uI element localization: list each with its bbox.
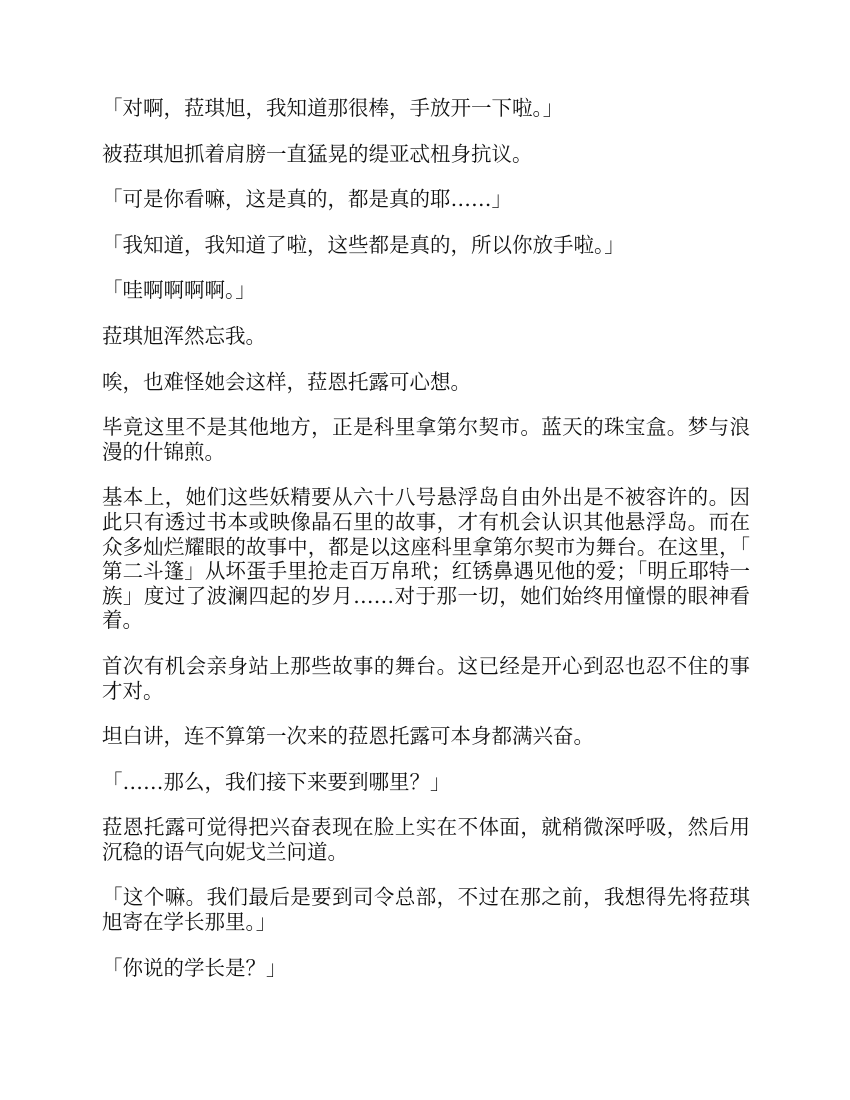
paragraph: 首次有机会亲身站上那些故事的舞台。这已经是开心到忍也忍不住的事才对。 bbox=[102, 653, 750, 703]
paragraph: 「……那么，我们接下来要到哪里？」 bbox=[102, 769, 451, 794]
paragraph: 菈琪旭浑然忘我。 bbox=[102, 323, 266, 348]
paragraph: 菈恩托露可觉得把兴奋表现在脸上实在不体面，就稍微深呼吸，然后用沉稳的语气向妮戈兰问道。 bbox=[102, 815, 750, 864]
paragraph: 「可是你看嘛，这是真的，都是真的耶……」 bbox=[102, 187, 512, 212]
paragraph: 「我知道，我知道了啦，这些都是真的，所以你放手啦。」 bbox=[102, 232, 625, 257]
paragraph: 被菈琪旭抓着肩膀一直猛晃的缇亚忒杻身抗议。 bbox=[102, 141, 533, 166]
paragraph: 「这个嘛。我们最后是要到司令总部，不过在那之前，我想得先将菈琪旭寄在学长那里。」 bbox=[102, 885, 750, 935]
paragraph: 「你说的学长是？」 bbox=[102, 955, 287, 980]
paragraph: 「哇啊啊啊啊。」 bbox=[102, 278, 256, 303]
paragraph: 毕竟这里不是其他地方，正是科里拿第尔契市。蓝天的珠宝盒。梦与浪漫的什锦煎。 bbox=[102, 415, 750, 464]
paragraph: 「对啊，菈琪旭，我知道那很棒，手放开一下啦。」 bbox=[102, 96, 564, 120]
paragraph: 坦白讲，连不算第一次来的菈恩托露可本身都满兴奋。 bbox=[102, 724, 594, 749]
body-text bbox=[102, 96, 750, 1001]
paragraph: 基本上，她们这些妖精要从六十八号悬浮岛自由外出是不被容许的。因此只有透过书本或映像晶石里的故事，才有机会认识其他悬浮岛。而在众多灿烂耀眼的故事中，都是以这座科里拿第尔契市为舞台。在这里，「第二斗篷」从坏蛋手里抢走百万帛玳；红锈鼻遇见他的爱；「明丘耶特一族」度过了波澜四起的岁月……对于那一切，她们始终用憧憬的眼神看着。 bbox=[102, 485, 750, 633]
paragraph: 唉，也难怪她会这样，菈恩托露可心想。 bbox=[102, 369, 471, 394]
